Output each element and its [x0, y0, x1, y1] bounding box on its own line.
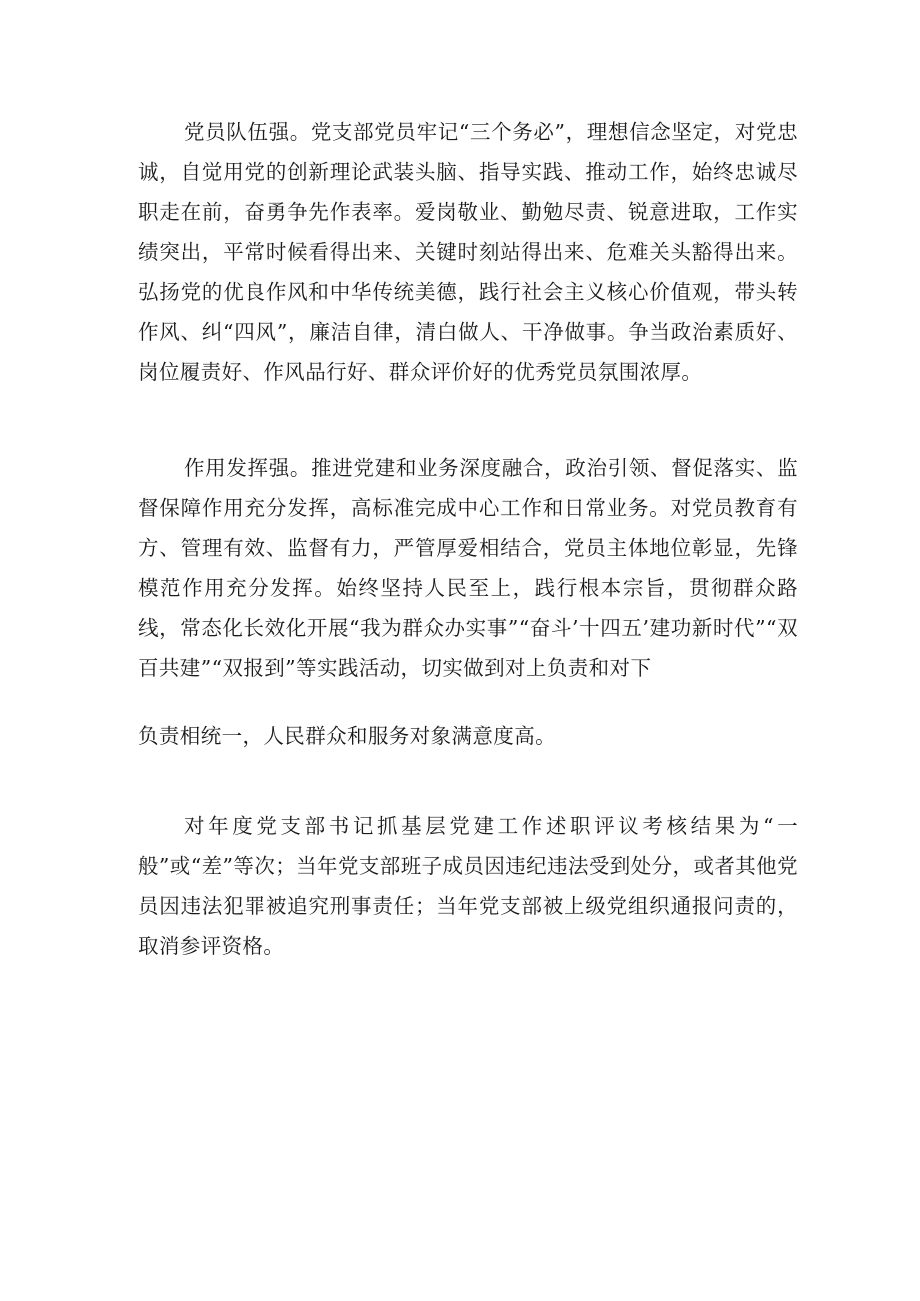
- paragraph-continuation: 负责相统一，人民群众和服务对象满意度高。: [138, 724, 556, 748]
- paragraph-disqualification: 对年度党支部书记抓基层党建工作述职评议考核结果为“一般”或“差”等次；当年党支部班子成员因违纪违法受到处分，或者其他党员因违法犯罪被追究刑事责任；当年党支部被上级党组织通报问责的，取消参评资格。: [138, 814, 798, 958]
- document-page: [138, 112, 798, 966]
- paragraph-role-play-strong: 作用发挥强。推进党建和业务深度融合，政治引领、督促落实、监督保障作用充分发挥，高标准完成中心工作和日常业务。对党员教育有方、管理有效、监督有力，严管厚爱相结合，党员主体地位彰显，先锋模范作用充分发挥。始终坚持人民至上，践行根本宗旨，贯彻群众路线，常态化长效化开展“我为群众办实事”“奋斗’十四五’建功新时代”“双百共建”“双报到”等实践活动，切实做到对上负责和对下: [138, 456, 798, 680]
- paragraph-party-members-strong: 党员队伍强。党支部党员牢记“三个务必”，理想信念坚定，对党忠诚，自觉用党的创新理论武装头脑、指导实践、推动工作，始终忠诚尽职走在前，奋勇争先作表率。爱岗敬业、勤勉尽责、锐意进取，工作实绩突出，平常时候看得出来、关键时刻站得出来、危难关头豁得出来。弘扬党的优良作风和中华传统美德，践行社会主义核心价值观，带头转作风、纠“四风”，廉洁自律，清白做人、干净做事。争当政治素质好、岗位履责好、作风品行好、群众评价好的优秀党员氛围浓厚。: [138, 120, 798, 384]
